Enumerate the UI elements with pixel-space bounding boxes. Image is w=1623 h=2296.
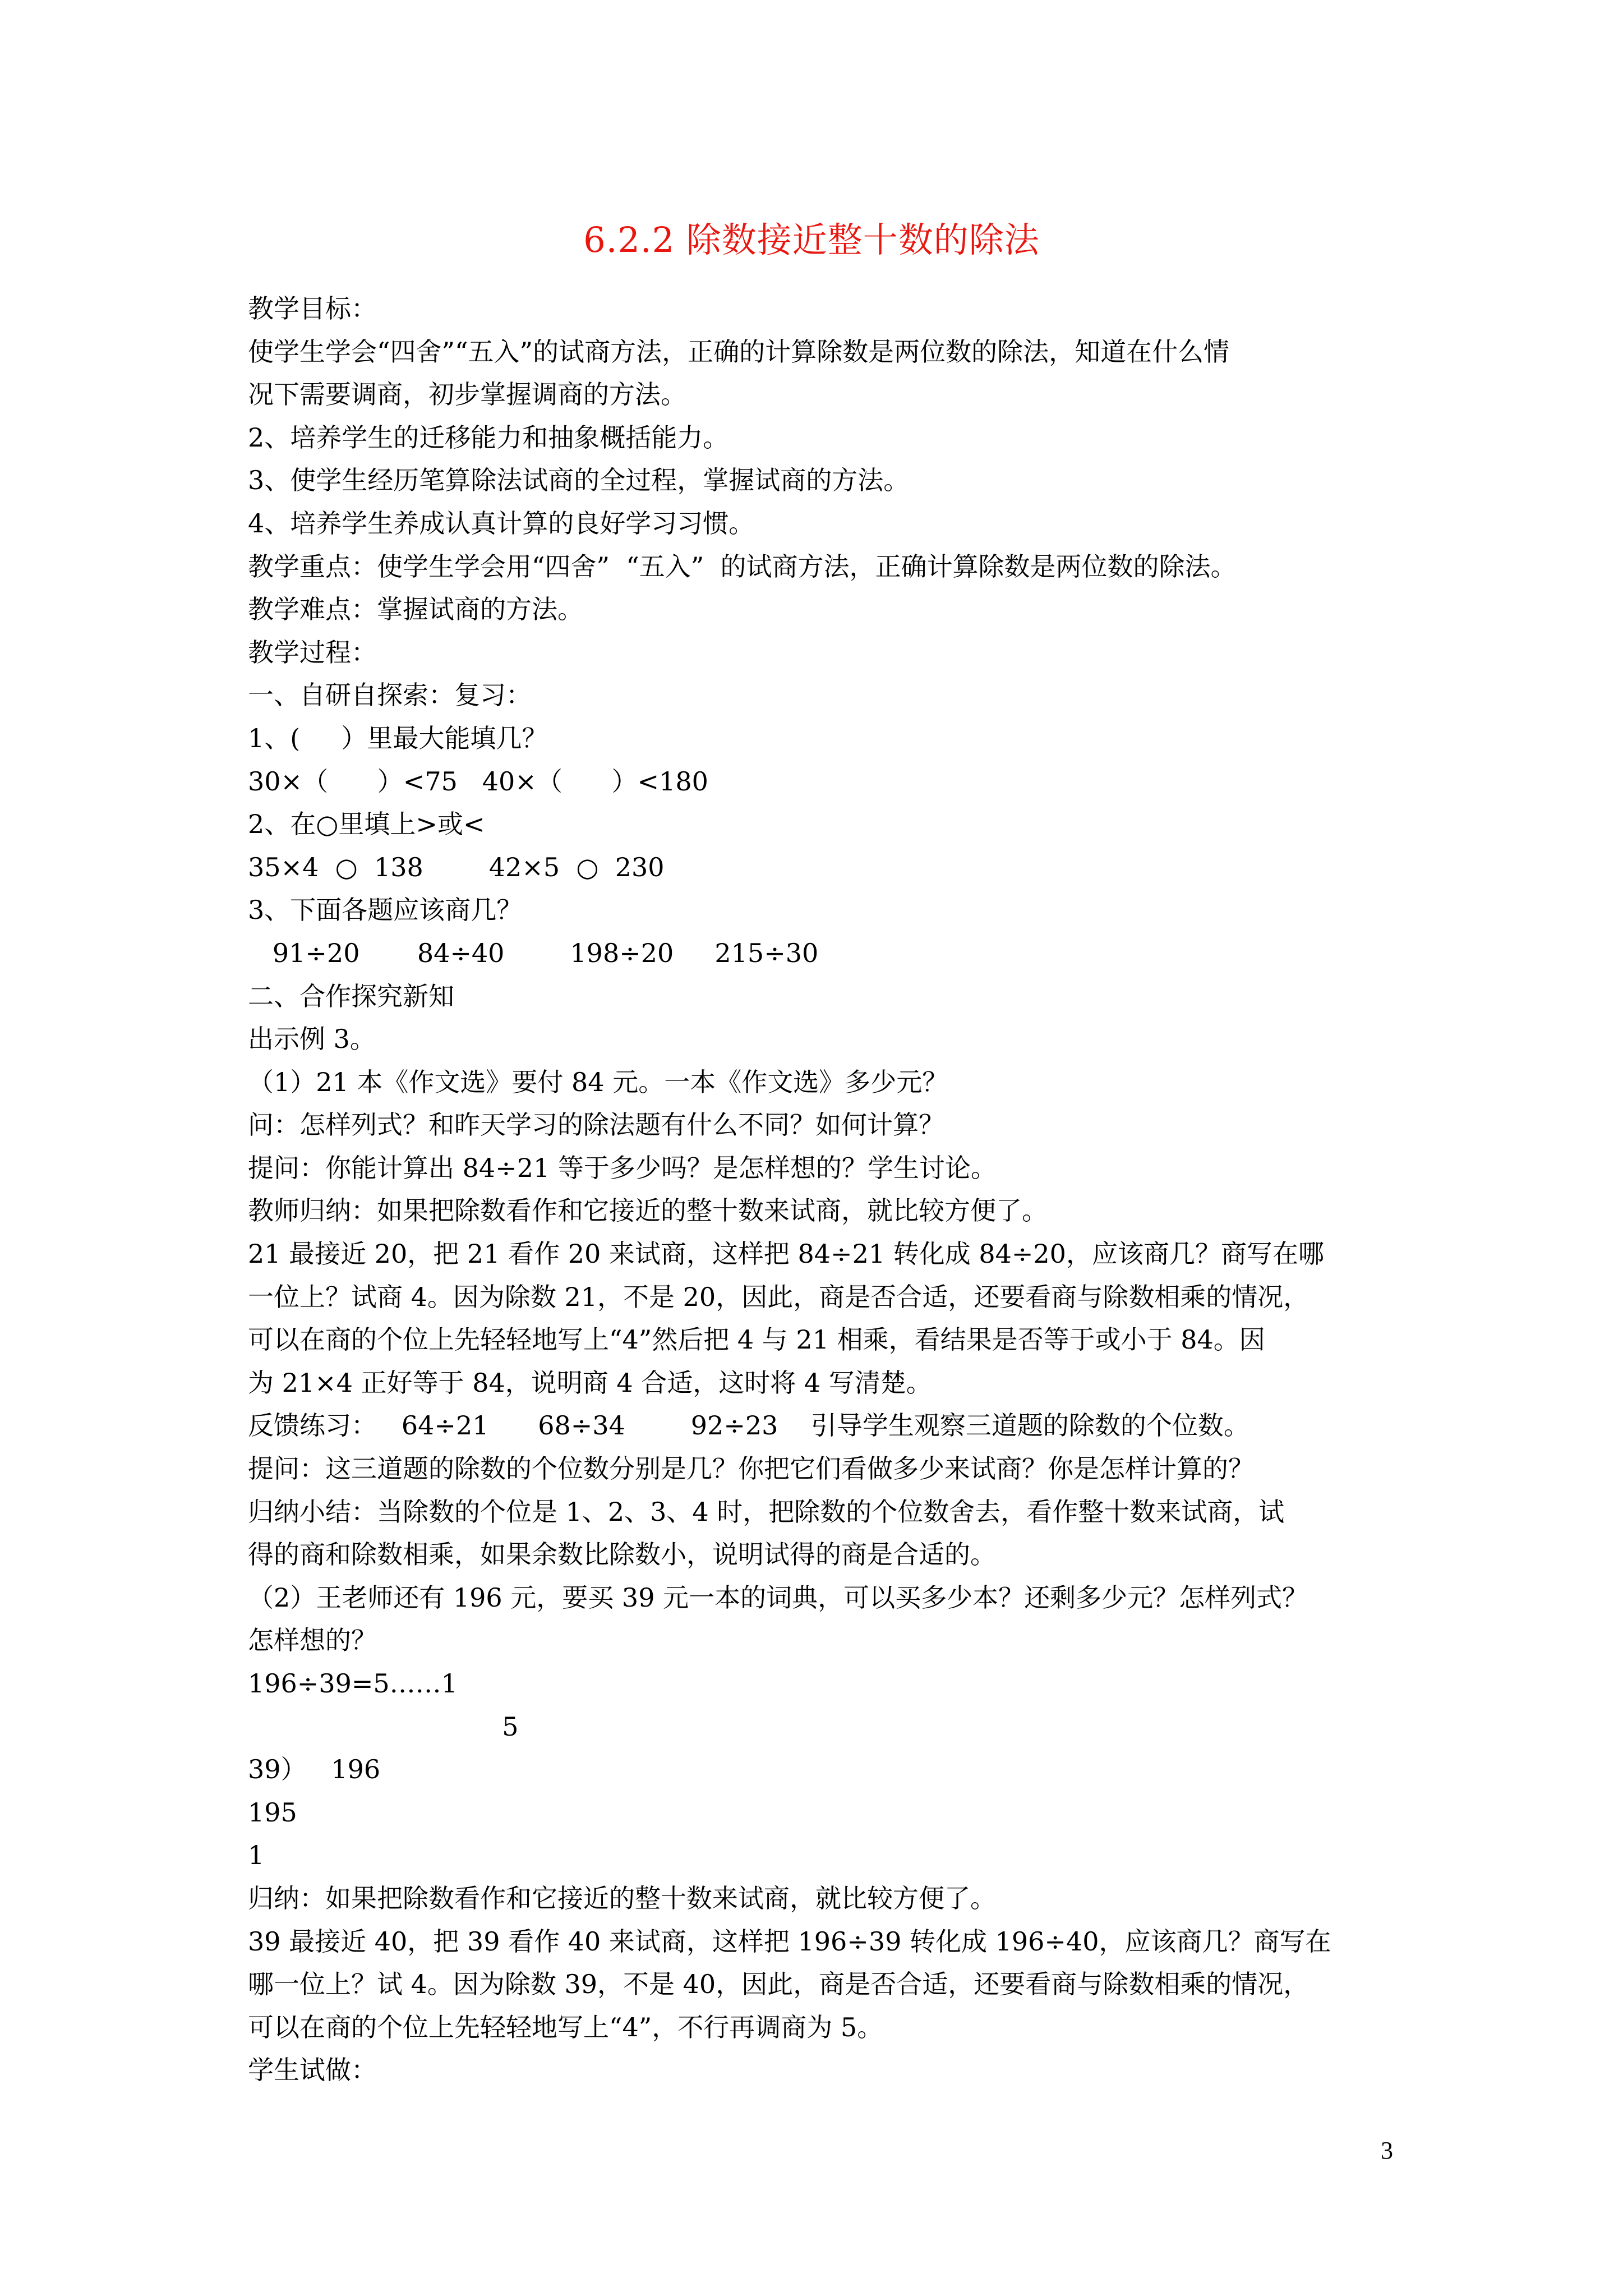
text-line: 3、使学生经历笔算除法试商的全过程，掌握试商的方法。 xyxy=(248,465,910,496)
text-line: 21 最接近 20，把 21 看作 20 来试商，这样把 84÷21 转化成 84÷20，应该商几？商写在哪 xyxy=(248,1239,1324,1269)
text-line: 2、在○里填上>或< xyxy=(248,809,485,840)
text-line: 196÷39=5……1 xyxy=(248,1668,458,1699)
text-line: 提问：这三道题的除数的个位数分别是几？你把它们看做多少来试商？你是怎样计算的？ xyxy=(248,1453,1254,1484)
text-line: 91÷20 84÷40 198÷20 215÷30 xyxy=(248,937,819,968)
text-line: （2）王老师还有 196 元，要买 39 元一本的词典，可以买多少本？还剩多少元？怎样列式？ xyxy=(248,1582,1308,1613)
text-line: 一、自研自探索：复习： xyxy=(248,680,532,711)
text-line: 反馈练习： 64÷21 68÷34 92÷23 引导学生观察三道题的除数的个位数。 xyxy=(248,1410,1249,1441)
text-line: 得的商和除数相乘，如果余数比除数小，说明试得的商是合适的。 xyxy=(248,1539,996,1570)
text-line: 可以在商的个位上先轻轻地写上“4”然后把 4 与 21 相乘，看结果是否等于或小于 84。因 xyxy=(248,1324,1265,1355)
text-line: 教学过程： xyxy=(248,637,377,668)
text-line: 归纳小结：当除数的个位是 1、2、3、4 时，把除数的个位数舍去，看作整十数来试商，试 xyxy=(248,1496,1285,1527)
text-line: 提问：你能计算出 84÷21 等于多少吗？是怎样想的？学生讨论。 xyxy=(248,1152,997,1183)
page-number: 3 xyxy=(1381,2137,1393,2164)
text-line: 39 最接近 40，把 39 看作 40 来试商，这样把 196÷39 转化成 196÷40，应该商几？商写在 xyxy=(248,1926,1331,1957)
text-line: 2、培养学生的迁移能力和抽象概括能力。 xyxy=(248,422,729,453)
text-line: 况下需要调商，初步掌握调商的方法。 xyxy=(248,379,686,410)
text-line: 哪一位上？试 4。因为除数 39，不是 40，因此，商是否合适，还要看商与除数相乘的情况， xyxy=(248,1969,1310,2000)
text-line: 39） 196 xyxy=(248,1754,381,1785)
text-line: 5 xyxy=(248,1711,519,1742)
text-line: 35×4 ○ 138 42×5 ○ 230 xyxy=(248,852,665,882)
text-line: 1 xyxy=(248,1840,265,1871)
text-line: 问：怎样列式？和昨天学习的除法题有什么不同？如何计算？ xyxy=(248,1110,944,1140)
text-line: 一位上？试商 4。因为除数 21，不是 20，因此，商是否合适，还要看商与除数相乘的情况， xyxy=(248,1281,1310,1312)
text-line: 195 xyxy=(248,1797,297,1828)
text-line: 学生试做： xyxy=(248,2055,377,2086)
text-line: 教学重点：使学生学会用“四舍” “五入” 的试商方法，正确计算除数是两位数的除法。 xyxy=(248,551,1237,582)
text-line: 归纳：如果把除数看作和它接近的整十数来试商，就比较方便了。 xyxy=(248,1883,996,1913)
text-line: 使学生学会“四舍”“五入”的试商方法，正确的计算除数是两位数的除法，知道在什么情 xyxy=(248,336,1230,367)
text-line: 30×（ ）<75 40×（ ）<180 xyxy=(248,766,708,797)
text-line: 出示例 3。 xyxy=(248,1024,376,1055)
document-title: 6.2.2 除数接近整十数的除法 xyxy=(583,219,1040,260)
text-line: 怎样想的？ xyxy=(248,1625,377,1656)
text-line: 可以在商的个位上先轻轻地写上“4”，不行再调商为 5。 xyxy=(248,2012,883,2042)
document-body xyxy=(248,287,1392,2092)
text-line: 为 21×4 正好等于 84，说明商 4 合适，这时将 4 写清楚。 xyxy=(248,1367,932,1398)
text-line: （1）21 本《作文选》要付 84 元。一本《作文选》多少元？ xyxy=(248,1066,948,1097)
text-line: 3、下面各题应该商几？ xyxy=(248,895,523,926)
text-line: 教学难点：掌握试商的方法。 xyxy=(248,594,583,625)
text-line: 教师归纳：如果把除数看作和它接近的整十数来试商，就比较方便了。 xyxy=(248,1195,1048,1226)
text-line: 4、培养学生养成认真计算的良好学习习惯。 xyxy=(248,508,755,539)
text-line: 1、( ）里最大能填几？ xyxy=(248,723,548,753)
text-line: 二、合作探究新知 xyxy=(248,981,454,1011)
text-line: 教学目标： xyxy=(248,293,377,324)
